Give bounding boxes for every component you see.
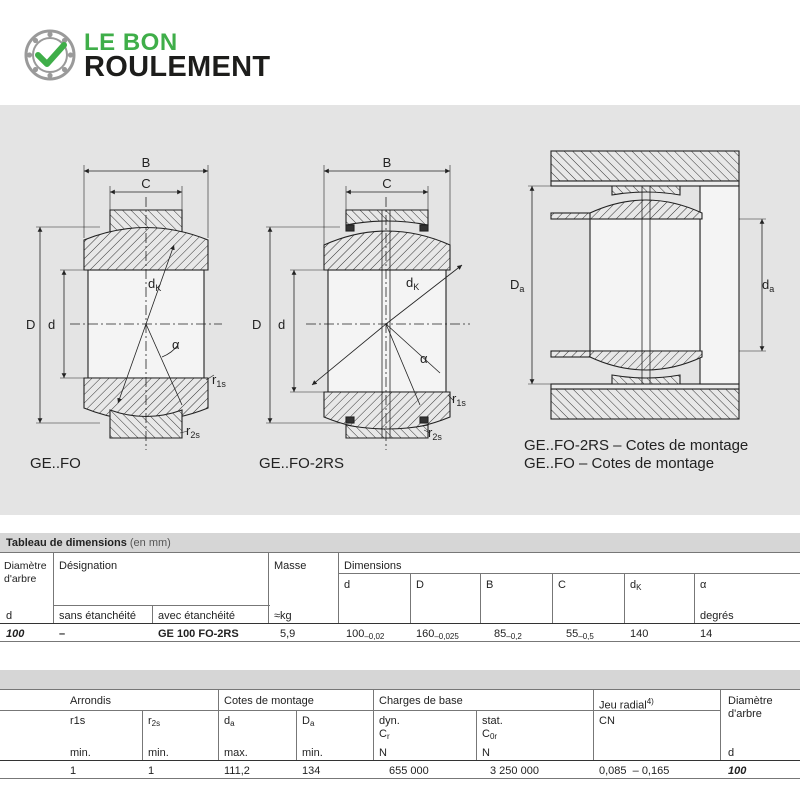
row-shaft: 100 bbox=[6, 628, 25, 640]
header-without-seal: sans étanchéité bbox=[59, 610, 137, 622]
header-unit-n-1: N bbox=[379, 747, 387, 759]
header bbox=[0, 0, 800, 105]
header-max: max. bbox=[224, 747, 248, 759]
logo-text-bottom: ROULEMENT bbox=[84, 51, 271, 83]
figure-ge-fo bbox=[36, 165, 222, 450]
header-chamfers: Arrondis bbox=[70, 695, 111, 707]
row-b: $85_{-0,2}$ bbox=[494, 628, 522, 641]
label-alpha: α bbox=[172, 337, 180, 352]
row-outer-d: $160_{-0,025}$ bbox=[416, 628, 459, 641]
label-da-outer: $D_a$ bbox=[510, 277, 525, 294]
header-col-alpha: α bbox=[700, 579, 707, 591]
label-r1s: $r_{1s}$ bbox=[212, 372, 226, 389]
label-c: C bbox=[141, 176, 151, 191]
dimensions-table bbox=[0, 533, 800, 645]
label-bore-d-2: d bbox=[278, 317, 286, 332]
table-title: Tableau de dimensions (en mm) bbox=[6, 537, 171, 549]
row-without-seal: – bbox=[59, 628, 66, 640]
label-outer-d-2: D bbox=[252, 317, 262, 332]
row-cr: 655 000 bbox=[389, 765, 429, 777]
row-c: $55_{-0,5}$ bbox=[566, 628, 594, 641]
header-mass-unit: ≈kg bbox=[274, 610, 292, 622]
label-bore-d: d bbox=[48, 317, 56, 332]
row-mass: 5,9 bbox=[280, 628, 296, 640]
header-col-outer-d: D bbox=[416, 579, 424, 591]
row-with-seal: GE 100 FO-2RS bbox=[158, 628, 239, 640]
row-da: 111,2 bbox=[224, 765, 250, 777]
row-outer-da: 134 bbox=[302, 765, 321, 777]
header-da: $d_a$ bbox=[224, 715, 235, 728]
header-mass: Masse bbox=[274, 560, 307, 572]
mounting-table bbox=[0, 670, 800, 782]
row-r2s: 1 bbox=[148, 765, 155, 777]
header-mounting: Cotes de montage bbox=[224, 695, 314, 707]
label-b-2: B bbox=[382, 155, 392, 170]
row-shaft-2: 100 bbox=[728, 765, 747, 777]
caption-mounting-2rs: GE..FO-2RS – Cotes de montage bbox=[524, 437, 749, 454]
row-dk: 140 bbox=[630, 628, 649, 640]
header-sub-d: d bbox=[6, 610, 13, 622]
header-shaft-diameter: Diamètre d'arbre bbox=[4, 560, 47, 585]
row-alpha: 14 bbox=[700, 628, 713, 640]
row-radial-play: 0,085 – 0,165 bbox=[599, 765, 670, 777]
label-dk-2: $d_K$ bbox=[406, 275, 420, 292]
row-r1s: 1 bbox=[70, 765, 77, 777]
caption-ge-fo-2rs: GE..FO-2RS bbox=[259, 455, 345, 472]
header-col-c: C bbox=[558, 579, 566, 591]
header-load-ratings: Charges de base bbox=[379, 695, 463, 707]
header-cn: CN bbox=[599, 715, 615, 727]
header-min-3: min. bbox=[302, 747, 323, 759]
header-unit-n-2: N bbox=[482, 747, 490, 759]
header-radial-play: Jeu radial$^{4)}$ bbox=[599, 697, 654, 712]
header-col-dk: $d_K$ bbox=[630, 579, 642, 592]
logo-text-top: LE BON bbox=[84, 29, 178, 56]
header-r1s: r1s bbox=[70, 715, 86, 727]
technical-drawing-panel bbox=[0, 105, 800, 515]
caption-mounting-fo: GE..FO – Cotes de montage bbox=[524, 455, 715, 472]
row-d: $100_{-0,02}$ bbox=[346, 628, 385, 641]
header-outer-da: $D_a$ bbox=[302, 715, 315, 728]
header-dimensions: Dimensions bbox=[344, 560, 402, 572]
header-sub-d-2: d bbox=[728, 747, 735, 759]
caption-ge-fo: GE..FO bbox=[30, 455, 81, 472]
header-with-seal: avec étanchéité bbox=[158, 610, 236, 622]
row-c0r: 3 250 000 bbox=[490, 765, 539, 777]
header-shaft-diameter-2: Diamètre d'arbre bbox=[728, 695, 773, 720]
label-r2s-2: $r_{2s}$ bbox=[428, 425, 442, 442]
header-r2s: $r_{2s}$ bbox=[148, 715, 161, 728]
header-stat: stat. $C_{0r}$ bbox=[482, 715, 503, 741]
header-min-1: min. bbox=[70, 747, 91, 759]
label-b: B bbox=[141, 155, 151, 170]
header-degrees: degrés bbox=[700, 610, 734, 622]
header-min-2: min. bbox=[148, 747, 169, 759]
label-r2s: $r_{2s}$ bbox=[186, 423, 200, 440]
bearing-check-logo-icon bbox=[24, 29, 76, 81]
header-designation: Désignation bbox=[59, 560, 118, 572]
header-dyn: dyn. $C_r$ bbox=[379, 715, 400, 741]
label-da-inner: $d_a$ bbox=[762, 277, 775, 294]
label-alpha-2: α bbox=[420, 351, 428, 366]
figure-ge-fo-2rs bbox=[266, 165, 470, 450]
header-col-b: B bbox=[486, 579, 494, 591]
header-col-d: d bbox=[344, 579, 351, 591]
table2-band bbox=[0, 670, 800, 689]
label-outer-d: D bbox=[26, 317, 36, 332]
label-dk: $d_K$ bbox=[148, 276, 162, 293]
label-c-2: C bbox=[382, 176, 392, 191]
label-r1s-2: $r_{1s}$ bbox=[452, 391, 466, 408]
figure-mounting bbox=[528, 151, 766, 419]
